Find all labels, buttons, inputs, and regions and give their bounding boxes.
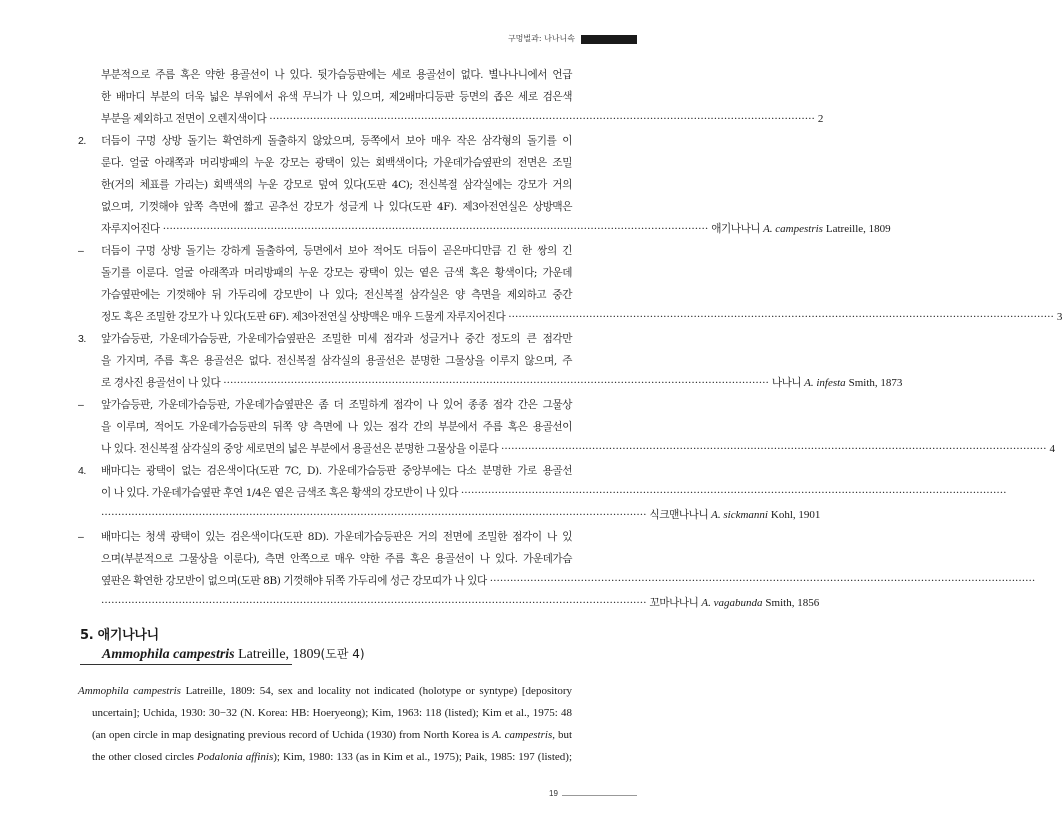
key-result: 3 xyxy=(1056,311,1062,323)
section-heading xyxy=(80,624,159,643)
leader-dots: ·································································································································································· xyxy=(460,487,1007,499)
section-underline xyxy=(80,664,292,665)
key-line: 배마디는 청색 광택이 있는 검은색이다(도판 8D). 가운데가슴등판은 거의 전면에 조밀한 점각이 나 있 xyxy=(101,531,572,543)
author: Smith, 1873 xyxy=(848,377,903,389)
synonymy-line xyxy=(78,680,572,702)
couplet-number: – xyxy=(78,399,84,411)
synonymy-text: ); Kim, 1980: 133 (as in Kim et al., 1975); Paik, 1985: 197 (listed); xyxy=(273,751,572,763)
synonymy-text: (an open circle in map designating previous record of Uchida (1930) from North Korea is xyxy=(92,729,490,741)
key-continuation xyxy=(78,64,824,130)
synonymy-text: the other closed circles xyxy=(92,751,194,763)
running-header xyxy=(0,35,637,45)
key-line: 룬다. 얼굴 아래쪽과 머리방패의 누운 강모는 광택이 있는 회백색이다; 가운데가슴옆판의 전면은 조밀 xyxy=(101,157,572,169)
identification-key xyxy=(78,64,1062,614)
leader-dots: ·································································································································································· xyxy=(489,575,1036,587)
key-result: 2 xyxy=(817,113,824,125)
key-line-last xyxy=(101,218,891,240)
author: Latreille, 1809 xyxy=(825,223,891,235)
key-line-text: 나 있다. 전신복절 삼각실의 중앙 세로면의 넓은 부분에서 용골선은 분명한 그물상을 이룬다 xyxy=(101,443,498,455)
key-result xyxy=(772,372,903,394)
scientific-name: A. campestris xyxy=(492,729,553,741)
key-result xyxy=(711,218,890,240)
key-line-text: 로 경사진 용골선이 나 있다 xyxy=(101,377,221,389)
key-line-last xyxy=(101,108,824,130)
key-line-last xyxy=(101,438,1056,460)
key-couplet-3-alt xyxy=(78,394,1056,460)
key-line-last xyxy=(101,372,903,394)
header-bar xyxy=(581,35,637,44)
key-line: 으며(부분적으로 그물상을 이룬다), 측면 안쪽으로 매우 약한 주름 혹은 용골선이 나 있다. 가운데가슴 xyxy=(101,553,572,565)
scientific-name: Ammophila campestris xyxy=(78,685,181,697)
synonymy-text: Latreille, 1809: 54, sex and locality not indicated (holotype or syntype) [depository xyxy=(185,685,572,697)
key-line-text: 옆판은 확연한 강모반이 없으며(도판 8B) 기껏해야 뒤쪽 가두리에 성근 강모띠가 나 있다 xyxy=(101,575,487,587)
scientific-name: A. vagabunda xyxy=(701,597,763,609)
section-subheading xyxy=(102,645,365,663)
scientific-name: A. campestris xyxy=(763,223,823,235)
synonymy-list xyxy=(78,680,572,768)
synonymy-text: , but xyxy=(552,729,573,741)
key-line: 없으며, 기껏해야 앞쪽 측면에 짧고 곧추선 강모가 성글게 나 있다(도판 4F). 제3아전연실은 상방맥은 xyxy=(101,201,572,213)
key-line-last xyxy=(101,592,820,614)
key-line-text: 자루지어진다 xyxy=(101,223,160,235)
scientific-name: Podalonia affinis xyxy=(196,751,274,763)
leader-dots: ·································································································································································· xyxy=(101,509,647,521)
key-couplet-4-alt xyxy=(78,526,1036,614)
leader-dots: ·································································································································································· xyxy=(223,377,769,389)
author: Kohl, 1901 xyxy=(770,509,821,521)
leader-dots: ·································································································································································· xyxy=(501,443,1047,455)
key-line: 더듬이 구멍 상방 돌기는 확연하게 돌출하지 않았으며, 등쪽에서 보아 매우 작은 삼각형의 돌기를 이 xyxy=(101,135,572,147)
key-line: 돌기를 이룬다. 얼굴 아래쪽과 머리방패의 누운 강모는 광택이 있는 옅은 금색 혹은 황색이다; 가운데 xyxy=(101,267,572,279)
key-couplet-2-alt xyxy=(78,240,1062,328)
key-line-last xyxy=(101,504,821,526)
author: Smith, 1856 xyxy=(765,597,820,609)
key-line: 을 이루며, 적어도 가운데가슴등판의 뒤쪽 양 측면에 나 있는 점각 간의 부분에서 주름 혹은 용골선이 xyxy=(101,421,572,433)
couplet-number: 3. xyxy=(78,333,86,345)
common-name: 애기나나니 xyxy=(711,223,761,235)
couplet-number: – xyxy=(78,245,84,257)
leader-dots: ·································································································································································· xyxy=(508,311,1054,323)
section-korean-name: 애기나나니 xyxy=(97,628,159,643)
leader-dots: ·································································································································································· xyxy=(162,223,709,235)
key-line: 부분적으로 주름 혹은 약한 용골선이 나 있다. 뒷가슴등판에는 세로 용골선이 없다. 별나나니에서 언급 xyxy=(101,69,572,81)
key-line: 앞가슴등판, 가운데가슴등판, 가운데가슴옆판은 조밀한 미세 점각과 성글거나 중간 정도의 큰 점각만 xyxy=(101,333,572,345)
couplet-number: – xyxy=(78,531,84,543)
synonymy-line xyxy=(78,746,572,768)
scientific-name: A. sickmanni xyxy=(711,509,768,521)
key-line-last xyxy=(101,570,1036,592)
couplet-number: 2. xyxy=(78,135,86,147)
section-plate-ref: (도판 4) xyxy=(320,647,365,661)
leader-dots: ·································································································································································· xyxy=(101,597,647,609)
common-name: 식크맨나나니 xyxy=(649,509,709,521)
key-couplet-3 xyxy=(78,328,903,394)
key-line: 더듬이 구멍 상방 돌기는 강하게 돌출하여, 등면에서 보아 적어도 더듬이 곧은마디만큼 긴 한 쌍의 긴 xyxy=(101,245,572,257)
scientific-name: A. infesta xyxy=(804,377,846,389)
key-line: 한 배마디 부분의 더욱 넓은 부위에서 유색 무늬가 나 있으며, 제2배마디등판 등면의 좁은 세로 검은색 xyxy=(101,91,572,103)
key-line-text: 이 나 있다. 가운데가슴옆판 후연 1/4은 옅은 금색조 혹은 황색의 강모반이 나 있다 xyxy=(101,487,458,499)
key-line: 앞가슴등판, 가운데가슴등판, 가운데가슴옆판은 좀 더 조밀하게 점각이 나 있어 종종 점각 간은 그물상 xyxy=(101,399,572,411)
key-couplet-2 xyxy=(78,130,891,240)
couplet-number: 4. xyxy=(78,465,86,477)
section-number: 5. xyxy=(80,628,94,643)
key-line: 한(거의 체표를 가리는) 회백색의 누운 강모로 덮여 있다(도판 4C); 전신복절 삼각실에는 강모가 거의 xyxy=(101,179,572,191)
common-name: 나나니 xyxy=(771,377,802,389)
synonymy-line: uncertain]; Uchida, 1930: 30−32 (N. Korea: HB: Hoeryeong); Kim, 1963: 118 (listed); Kim et al., 1975: 48 xyxy=(92,707,572,719)
key-line-last xyxy=(101,306,1062,328)
section-scientific-name: Ammophila campestris xyxy=(102,647,235,662)
key-result xyxy=(650,504,821,526)
synonymy-line xyxy=(78,724,572,746)
key-line: 배마디는 광택이 없는 검은색이다(도판 7C, D). 가운데가슴등판 중앙부에는 다소 분명한 가로 용골선 xyxy=(101,465,572,477)
common-name: 꼬마나나니 xyxy=(649,597,699,609)
footer-rule xyxy=(562,795,637,796)
key-result xyxy=(650,592,820,614)
key-line-text: 부분을 제외하고 전면이 오렌지색이다 xyxy=(101,113,267,125)
page-number: 19 xyxy=(549,789,558,798)
key-couplet-4 xyxy=(78,460,1007,526)
key-line-text: 정도 혹은 조밀한 강모가 나 있다(도판 6F). 제3아전연실 상방맥은 매우 드물게 자루지어진다 xyxy=(101,311,506,323)
key-result: 4 xyxy=(1049,443,1056,455)
key-line: 가슴옆판에는 기껏해야 뒤 가두리에 강모반이 나 있다; 전신복절 삼각실은 양 측면을 제외하고 중간 xyxy=(101,289,572,301)
section-author: Latreille, 1809 xyxy=(238,647,321,662)
key-line-last xyxy=(101,482,1007,504)
running-header-title: 구멍벌과: 나나니속 xyxy=(507,34,575,43)
leader-dots: ·································································································································································· xyxy=(269,113,815,125)
key-line: 을 가지며, 주름 혹은 용골선은 없다. 전신복절 삼각실의 용골선은 분명한 그물상을 이루지 않으며, 주 xyxy=(101,355,572,367)
